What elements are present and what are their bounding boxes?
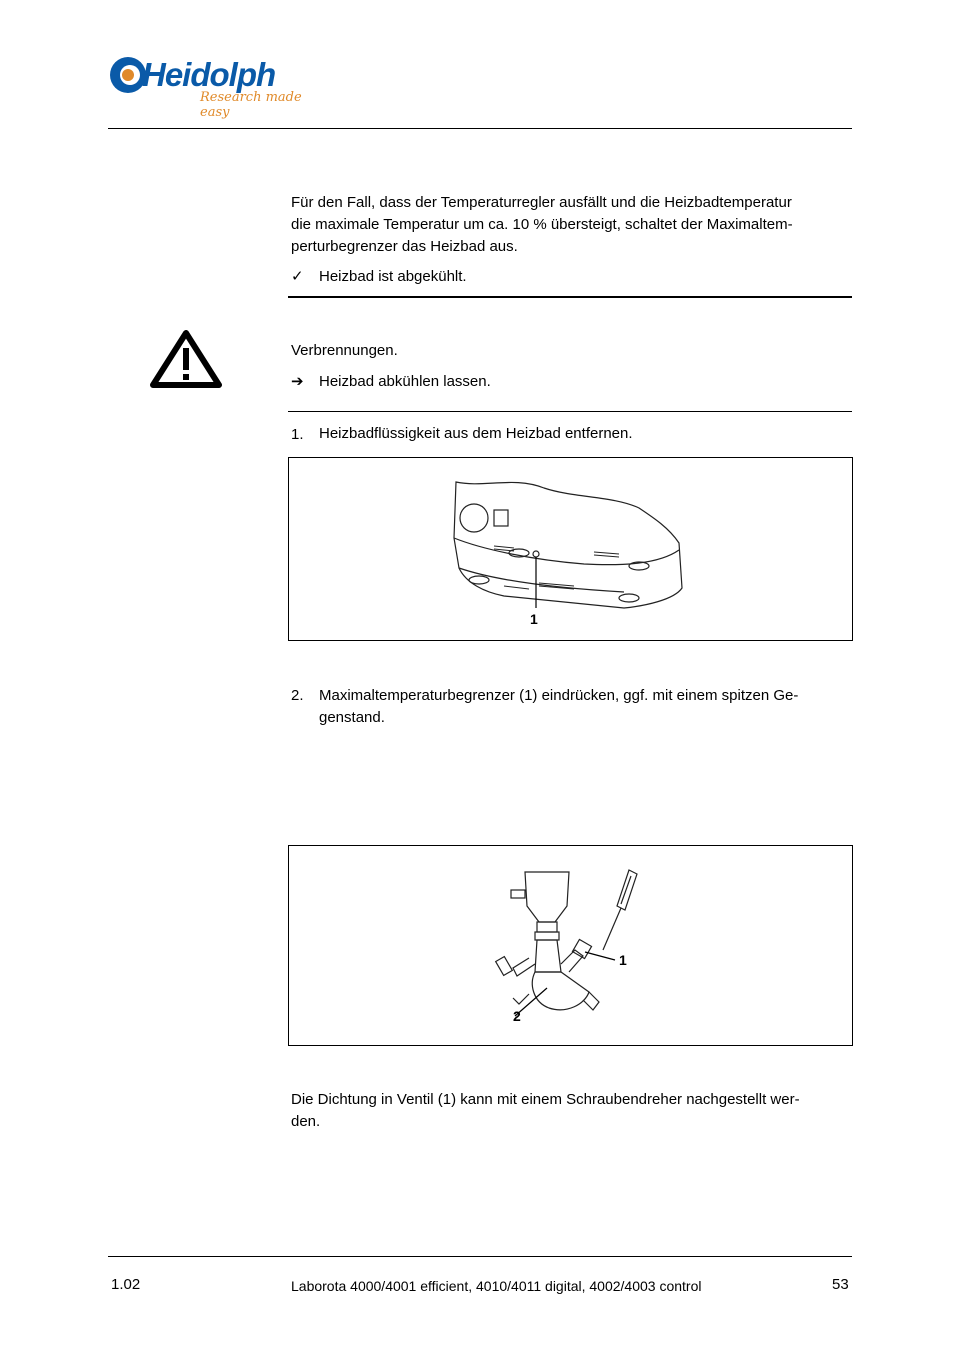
warning-action-text: Heizbad abkühlen lassen. (319, 373, 491, 390)
warning-top-rule (288, 296, 852, 298)
arrow-right-icon: ➔ (291, 373, 304, 390)
figure-heating-bath-bottom (288, 457, 853, 641)
warning-text: Verbrennungen. (291, 342, 398, 359)
figure-valve-adjustment (288, 845, 853, 1046)
footer-version: 1.02 (111, 1276, 141, 1293)
step1-text: Heizbadflüssigkeit aus dem Heizbad entfernen. (319, 425, 633, 442)
precondition-text: Heizbad ist abgekühlt. (319, 268, 467, 285)
footer-rule (108, 1256, 852, 1257)
logo-wordmark: Heidolph (142, 56, 276, 93)
footer-page-number: 53 (832, 1276, 849, 1293)
company-logo (108, 52, 328, 120)
step1-number: 1. (291, 426, 304, 443)
closing-paragraph (291, 1089, 851, 1133)
header-rule (108, 128, 852, 129)
closing-line: den. (291, 1113, 321, 1130)
warning-triangle-icon (150, 330, 222, 388)
intro-line: die maximale Temperatur um ca. 10 % übersteigt, schaltet der Maximaltem- (291, 216, 793, 233)
step2-line: genstand. (319, 709, 385, 726)
intro-paragraph (291, 192, 851, 258)
heating-bath-bottom-illustration (444, 468, 694, 618)
step2-text (319, 685, 851, 729)
step2-number: 2. (291, 687, 304, 704)
warning-bottom-rule (288, 411, 852, 412)
checkmark-icon: ✓ (291, 268, 304, 285)
closing-line: Die Dichtung in Ventil (1) kann mit einem Schraubendreher nachgestellt wer- (291, 1091, 800, 1108)
figure1-callout-1: 1 (530, 611, 538, 627)
intro-line: Für den Fall, dass der Temperaturregler ausfällt und die Heizbadtemperatur (291, 194, 792, 211)
figure2-callout-1: 1 (619, 952, 627, 968)
step2-line: Maximaltemperaturbegrenzer (1) eindrücken, ggf. mit einem spitzen Ge- (319, 687, 799, 704)
logo-tagline: Research made easy (200, 90, 302, 120)
figure2-callout-2: 2 (513, 1008, 521, 1024)
intro-line: perturbegrenzer das Heizbad aus. (291, 238, 518, 255)
footer-product: Laborota 4000/4001 efficient, 4010/4011 digital, 4002/4003 control (291, 1278, 702, 1294)
